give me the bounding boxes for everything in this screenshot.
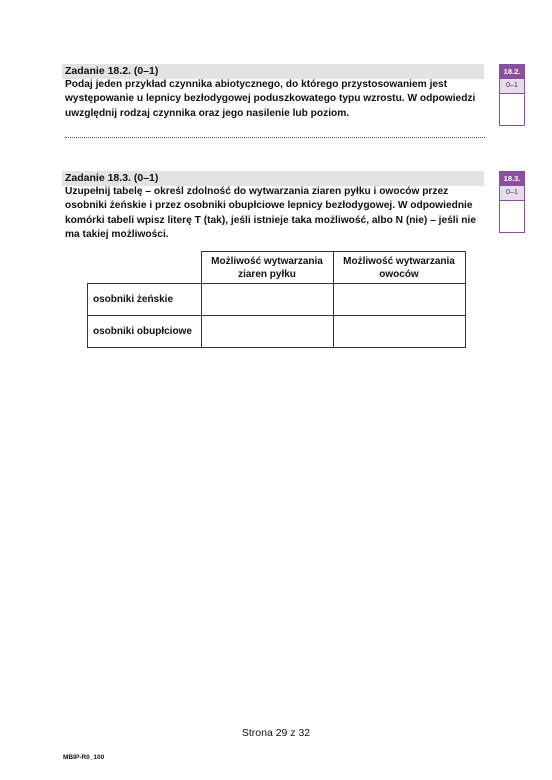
score-box-18-3 xyxy=(499,171,525,233)
answer-cell-female-fruits[interactable] xyxy=(333,284,465,316)
task-18-2-text: Podaj jeden przykład czynnika abiotycznego, do którego przystosowaniem jest występowanie u lepnicy bezłodygowej poduszkowatego typu wzrostu. W odpowiedzi uwzględnij rodzaj czynnika oraz jego nasilenie lub poziom. xyxy=(65,79,476,119)
answer-cell-female-pollen[interactable] xyxy=(201,284,333,316)
page-number: Strona 29 z 32 xyxy=(241,727,311,739)
table-header-row xyxy=(88,252,466,284)
score-box-18-2 xyxy=(499,64,525,126)
column-header-pollen: Możliwość wytwarzania ziaren pyłku xyxy=(201,252,333,284)
task-18-3-text: Uzupełnij tabelę – określ zdolność do wytwarzania ziaren pyłku i owoców przez osobniki żeńskie i przez osobniki obupłciowe lepnicy bezłodygowej. W odpowiednie komórki tabeli wpisz literę T (tak), jeśli istnieje taka możliwość, albo N (nie) – jeśli nie ma takiej możliwości. xyxy=(65,186,477,241)
table-corner xyxy=(88,252,202,284)
column-header-fruits: Możliwość wytwarzania owoców xyxy=(333,252,465,284)
answer-cell-bisexual-pollen[interactable] xyxy=(201,316,333,348)
score-range: 0–1 xyxy=(500,186,524,201)
score-range: 0–1 xyxy=(500,79,524,94)
answer-cell-bisexual-fruits[interactable] xyxy=(333,316,465,348)
score-number: 18.2. xyxy=(500,65,524,79)
score-number: 18.3. xyxy=(500,172,524,186)
row-header-female: osobniki żeńskie xyxy=(88,284,202,316)
task-18-3-header: Zadanie 18.3. (0–1) xyxy=(62,171,484,186)
task-18-2-header: Zadanie 18.2. (0–1) xyxy=(62,64,484,79)
table-row xyxy=(88,284,466,316)
answer-line[interactable] xyxy=(65,137,485,138)
row-header-bisexual: osobniki obupłciowe xyxy=(88,316,202,348)
document-code: MBIP-R0_100 xyxy=(63,754,105,761)
answer-table xyxy=(87,251,466,348)
table-row xyxy=(88,316,466,348)
